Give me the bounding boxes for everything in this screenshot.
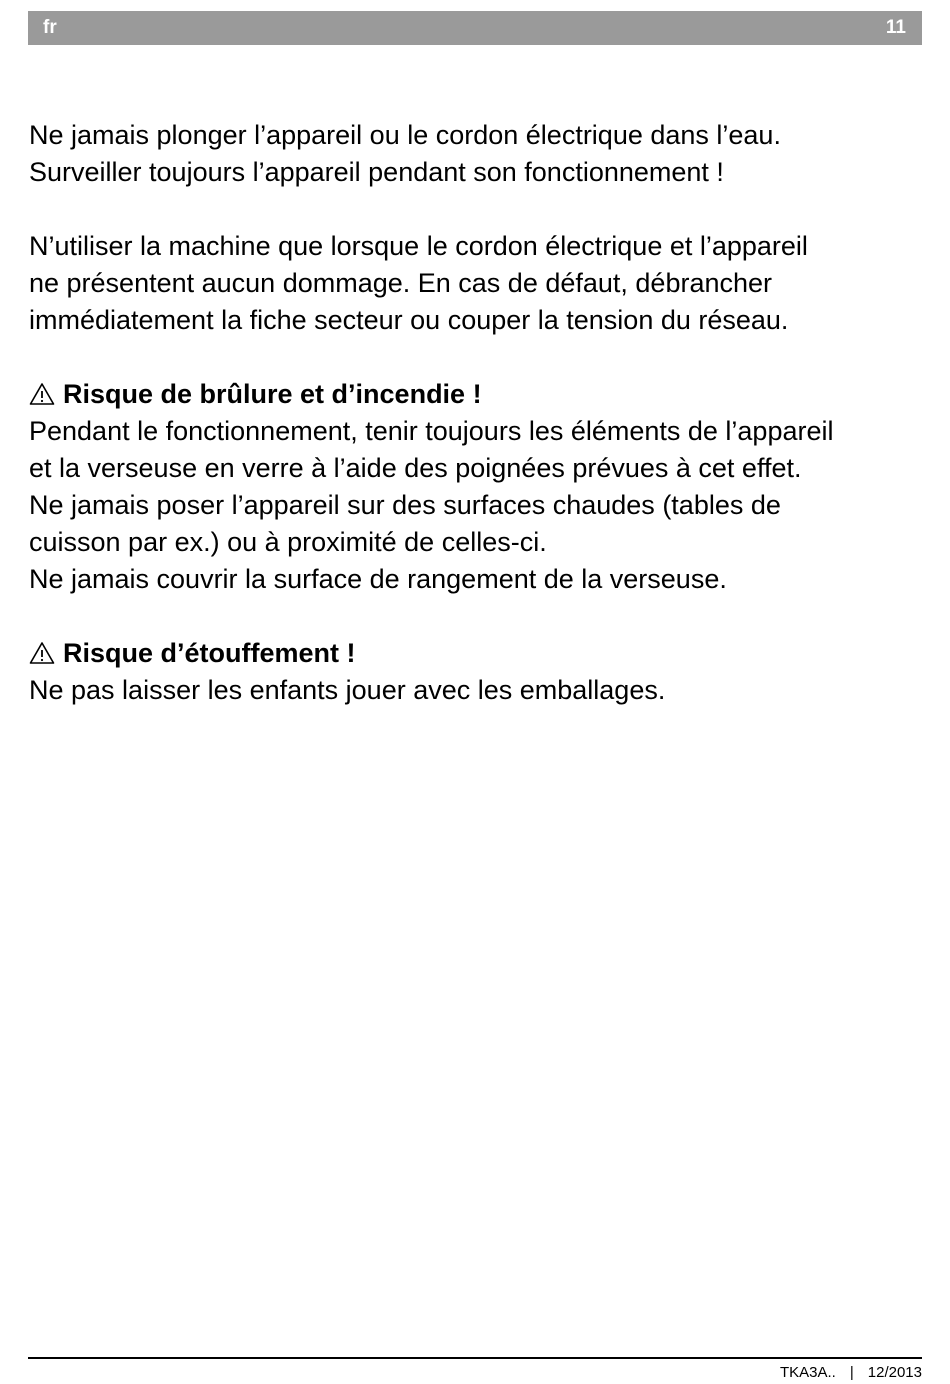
publication-date: 12/2013: [867, 1364, 922, 1381]
paragraph-line: Pendant le fonctionnement, tenir toujours les éléments de l’appareil: [29, 416, 834, 446]
paragraph-line: Ne jamais plonger l’appareil ou le cordon électrique dans l’eau.: [29, 120, 781, 150]
paragraph-line: cuisson par ex.) ou à proximité de celles-ci.: [29, 527, 547, 557]
paragraph-line: Ne jamais couvrir la surface de rangement de la verseuse.: [29, 564, 727, 594]
footer-rule: [28, 1357, 922, 1359]
page-content: [29, 117, 929, 709]
page-footer: [780, 1364, 922, 1381]
warning-title: Risque d’étouffement !: [63, 638, 356, 668]
paragraph-line: immédiatement la fiche secteur ou couper la tension du réseau.: [29, 305, 789, 335]
warning-triangle-icon: [29, 382, 55, 406]
warning-title: Risque de brûlure et d’incendie !: [63, 379, 482, 409]
language-label: fr: [43, 17, 57, 38]
warning-heading-suffocation: [29, 635, 929, 672]
page-number: 11: [885, 17, 906, 38]
warning-triangle-icon: [29, 641, 55, 665]
paragraph-line: Ne pas laisser les enfants jouer avec les emballages.: [29, 675, 666, 705]
model-number: TKA3A..: [780, 1364, 836, 1381]
paragraph-line: N’utiliser la machine que lorsque le cordon électrique et l’appareil: [29, 231, 808, 261]
paragraph-line: ne présentent aucun dommage. En cas de défaut, débrancher: [29, 268, 773, 298]
footer-separator: |: [849, 1364, 854, 1381]
paragraph-line: Ne jamais poser l’appareil sur des surfaces chaudes (tables de: [29, 490, 781, 520]
page-header-bar: [28, 11, 922, 45]
paragraph-line: et la verseuse en verre à l’aide des poignées prévues à cet effet.: [29, 453, 802, 483]
paragraph-line: Surveiller toujours l’appareil pendant son fonctionnement !: [29, 157, 724, 187]
warning-heading-burn-fire: [29, 376, 929, 413]
